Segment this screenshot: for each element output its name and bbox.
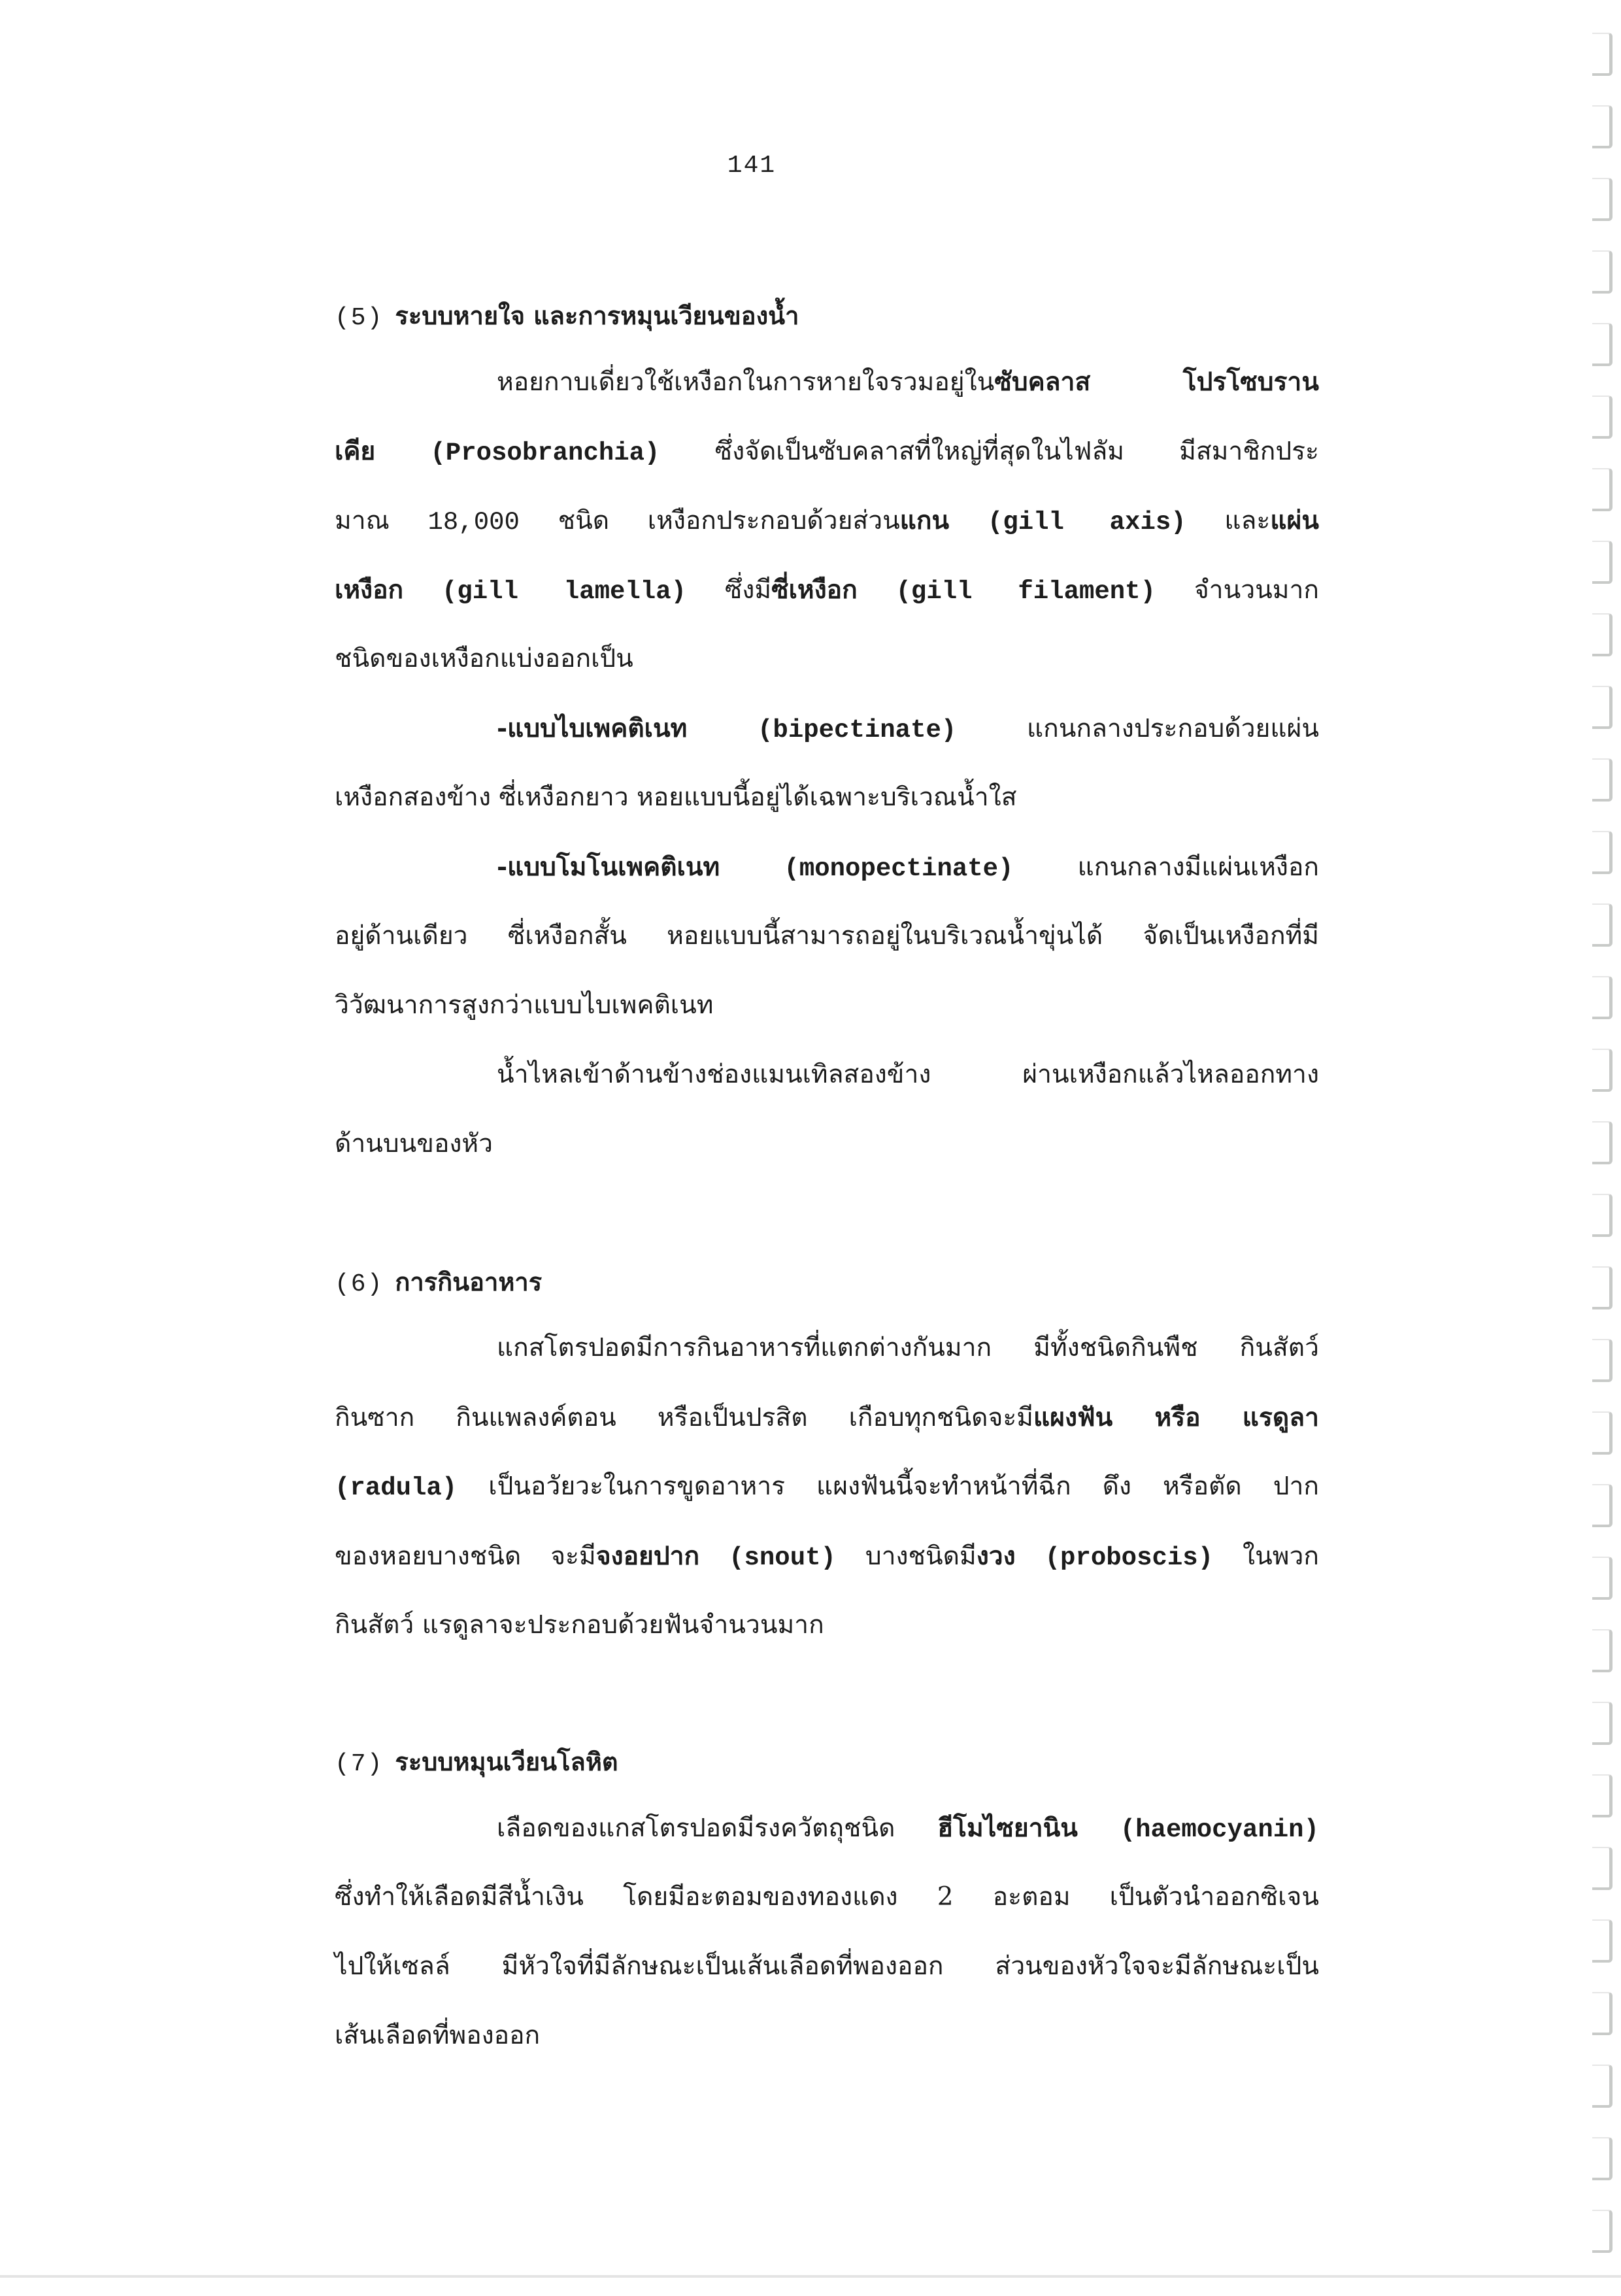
bold-term: -แบบไบเพคติเนท <box>497 713 688 743</box>
text: แกนกลางประกอบด้วยแผ่น <box>1026 714 1319 743</box>
paragraph-line <box>497 1328 1319 1368</box>
binder-mark <box>1592 976 1613 1019</box>
section-heading-feeding <box>335 1262 542 1302</box>
bold-term: -แบบโมโนเพคติเนท <box>497 852 720 882</box>
text: เลือดของแกสโตรปอดมีรงควัตถุชนิด <box>497 1814 895 1843</box>
binder-mark <box>1592 1557 1613 1600</box>
list-item <box>497 709 1319 748</box>
paragraph-line <box>335 431 1319 471</box>
bold-term: เหงือก <box>335 575 404 605</box>
paragraph-line <box>335 917 1319 956</box>
text: แกนกลางมีแผ่นเหงือก <box>1077 853 1319 882</box>
section-number: (5) <box>335 304 384 332</box>
bold-term: ซับคลาส โปรโซบราน <box>994 367 1319 397</box>
text: จำนวนมาก <box>1194 575 1320 605</box>
paragraph-line <box>335 1124 1319 1164</box>
binder-mark <box>1592 1121 1613 1164</box>
bold-term: แกน <box>899 505 950 535</box>
scientific-term: (bipectinate) <box>758 716 957 745</box>
scientific-term: (gill filament) <box>895 577 1156 606</box>
binder-mark <box>1592 2137 1613 2180</box>
number: 18,000 <box>427 508 520 537</box>
bold-term: ฮีโมไซยานิน <box>937 1813 1078 1843</box>
section-title: ระบบหายใจ และการหมุนเวียนของน้ำ <box>395 301 799 330</box>
paragraph-line <box>335 1947 1319 1986</box>
paragraph-line <box>335 639 1319 679</box>
text: ชนิดของเหงือกแบ่งออกเป็น <box>335 644 633 673</box>
scientific-term: (monopectinate) <box>784 854 1014 883</box>
text: เหงือกสองข้าง ซี่เหงือกยาว หอยแบบนี้อยู่ได้เฉพาะบริเวณน้ำใส <box>335 783 1017 812</box>
page-number: 141 <box>727 152 777 180</box>
text: ในพวก <box>1243 1542 1319 1571</box>
section-heading-respiration <box>335 295 799 335</box>
scientific-term: (snout) <box>729 1544 836 1572</box>
bold-term: งวง <box>976 1541 1016 1571</box>
binder-mark <box>1592 1049 1613 1092</box>
text: อยู่ด้านเดียว ซี่เหงือกสั้น หอยแบบนี้สามารถอยู่ในบริเวณน้ำขุ่นได้ จัดเป็นเหงือกที่มี <box>335 921 1319 951</box>
binder-mark <box>1592 468 1613 511</box>
scientific-term: (haemocyanin) <box>1120 1815 1319 1844</box>
binder-mark <box>1592 1847 1613 1890</box>
scan-edge <box>0 2275 1621 2278</box>
section-number: (6) <box>335 1270 384 1298</box>
list-item <box>497 847 1319 886</box>
binder-mark <box>1592 541 1613 584</box>
binder-mark <box>1592 1194 1613 1237</box>
paragraph-line <box>497 1808 1319 1848</box>
binder-mark <box>1592 1411 1613 1455</box>
paragraph-line <box>335 570 1319 609</box>
binder-mark <box>1592 686 1613 729</box>
binder-mark <box>1592 2210 1613 2253</box>
binder-mark <box>1592 903 1613 947</box>
binder-mark <box>1592 33 1613 76</box>
scientific-term: (Prosobranchia) <box>430 439 660 467</box>
binder-mark <box>1592 1702 1613 1745</box>
binder-mark <box>1592 1774 1613 1817</box>
binder-mark <box>1592 105 1613 148</box>
text: กินสัตว์ แรดูลาจะประกอบด้วยฟันจำนวนมาก <box>335 1610 824 1640</box>
binder-mark <box>1592 758 1613 802</box>
binder-mark <box>1592 1992 1613 2035</box>
paragraph-line <box>335 1467 1319 1506</box>
text: มาณ <box>335 506 390 535</box>
paragraph-line <box>335 2016 1319 2055</box>
paragraph-line <box>335 1606 1319 1645</box>
text: ไปให้เซลล์ มีหัวใจที่มีลักษณะเป็นเส้นเลือดที่พองออก ส่วนของหัวใจจะมีลักษณะเป็น <box>335 1951 1319 1981</box>
text: ของหอยบางชนิด จะมี <box>335 1542 596 1571</box>
paragraph-line <box>335 501 1319 540</box>
scientific-term: (radula) <box>335 1474 458 1502</box>
paragraph-line <box>335 986 1319 1025</box>
binder-mark <box>1592 613 1613 656</box>
bold-term: แผ่น <box>1270 505 1320 535</box>
paragraph-line <box>335 1878 1319 1917</box>
paragraph-line <box>335 1536 1319 1576</box>
section-heading-circulation <box>335 1742 618 1781</box>
scientific-term: (gill axis) <box>987 508 1186 537</box>
section-title: ระบบหมุนเวียนโลหิต <box>395 1747 618 1776</box>
paragraph-line <box>497 1055 1319 1094</box>
text: ซึ่งจัดเป็นซับคลาสที่ใหญ่ที่สุดในไฟลัม มีสมาชิกประ <box>714 437 1319 466</box>
text: แกสโตรปอดมีการกินอาหารที่แตกต่างกันมาก มีทั้งชนิดกินพืช กินสัตว์ <box>497 1333 1319 1362</box>
text: เป็นอวัยวะในการขูดอาหาร แผงฟันนี้จะทำหน้าที่ฉีก ดึง หรือตัด ปาก <box>488 1472 1319 1501</box>
scientific-term: (gill lamella) <box>441 577 687 606</box>
binder-mark <box>1592 396 1613 439</box>
bold-term: จงอยปาก <box>595 1541 700 1571</box>
text: ซึ่งมี <box>724 575 772 605</box>
paragraph-line <box>335 778 1319 817</box>
text: ซึ่งทำให้เลือดมีสีน้ำเงิน โดยมีอะตอมของทองแดง 2 อะตอม เป็นตัวนำออกซิเจน <box>335 1882 1319 1912</box>
text: บางชนิดมี <box>865 1542 977 1571</box>
scientific-term: (proboscis) <box>1044 1544 1214 1572</box>
binder-mark <box>1592 1919 1613 1963</box>
text: และ <box>1224 506 1271 535</box>
text: ชนิด เหงือกประกอบด้วยส่วน <box>558 506 900 535</box>
bold-term: ซี่เหงือก <box>771 575 858 605</box>
binder-mark <box>1592 323 1613 366</box>
text: เส้นเลือดที่พองออก <box>335 2021 541 2050</box>
paragraph-line <box>335 1398 1319 1437</box>
binder-mark <box>1592 178 1613 221</box>
binder-mark <box>1592 831 1613 874</box>
binder-mark <box>1592 2065 1613 2108</box>
paragraph-line <box>497 362 1319 401</box>
text: กินซาก กินแพลงค์ตอน หรือเป็นปรสิต เกือบทุกชนิดจะมี <box>335 1403 1033 1432</box>
text: วิวัฒนาการสูงกว่าแบบไบเพคติเนท <box>335 990 714 1020</box>
bold-term: แผงฟัน หรือ แรดูลา <box>1033 1402 1319 1432</box>
binder-mark <box>1592 1629 1613 1672</box>
binder-mark <box>1592 1339 1613 1382</box>
text: ด้านบนของหัว <box>335 1129 493 1158</box>
section-title: การกินอาหาร <box>395 1267 543 1296</box>
binder-mark <box>1592 1266 1613 1309</box>
binder-mark <box>1592 1484 1613 1527</box>
text: น้ำไหลเข้าด้านข้างช่องแมนเทิลสองข้าง ผ่านเหงือกแล้วไหลออกทาง <box>497 1060 1319 1089</box>
binder-edge <box>1592 13 1614 2275</box>
text: หอยกาบเดี่ยวใช้เหงือกในการหายใจรวมอยู่ใน <box>497 367 995 397</box>
binder-mark <box>1592 250 1613 294</box>
section-number: (7) <box>335 1750 384 1778</box>
bold-term: เคีย <box>335 436 376 466</box>
